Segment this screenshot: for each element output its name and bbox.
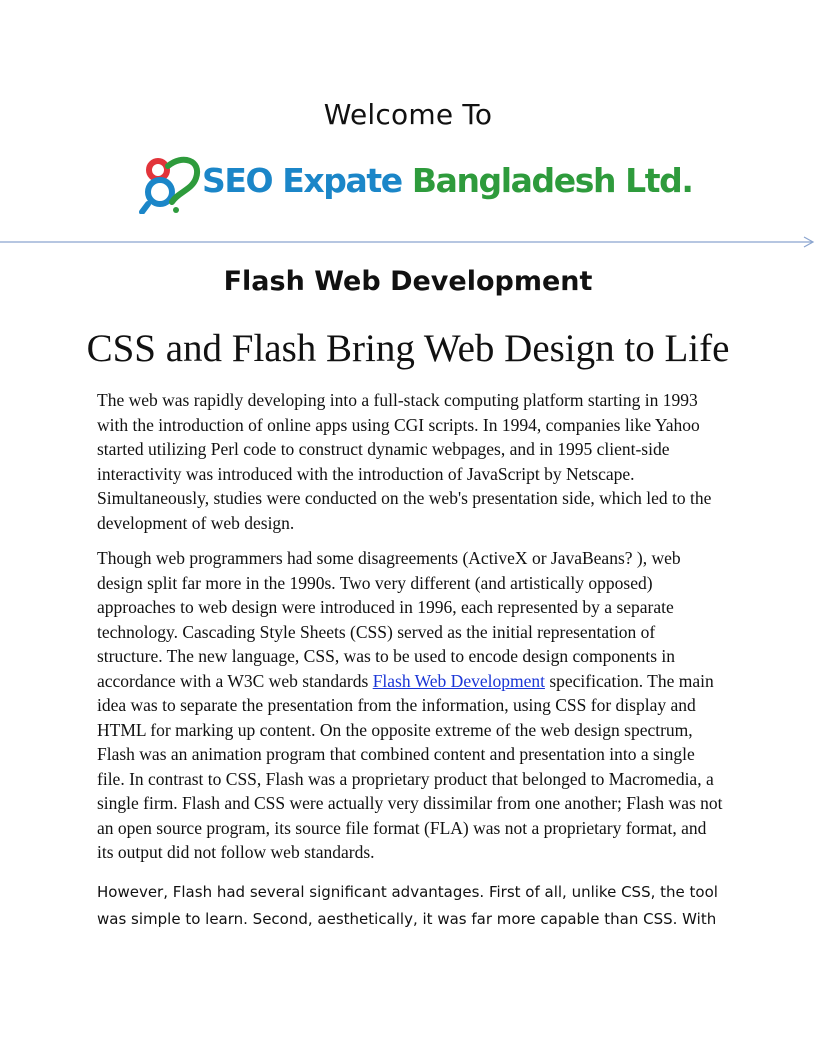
section-title: Flash Web Development (223, 266, 593, 297)
paragraph-1: The web was rapidly developing into a full-stack computing platform starting in 1993 with the introduction of online apps using CGI scripts. In 1994, companies like Yahoo started utilizing Perl code to construct dynamic webpages, and in 1995 client-side interactivity was introduced with the introduction of JavaScript by Netscape. Simultaneously, studies were conducted on the web's presentation side, which led to the development of web design. (97, 390, 712, 533)
logo-text-seo-expate: SEO Expate (202, 161, 402, 200)
logo-emblem-icon (138, 152, 208, 214)
horizontal-divider-arrow (0, 234, 816, 250)
article-body (97, 388, 723, 944)
paragraph-2 (97, 546, 723, 865)
company-logo (138, 152, 693, 214)
paragraph-2-text-before: Though web programmers had some disagreements (ActiveX or JavaBeans? ), web design split far more in the 1990s. Two very different (and artistically opposed) approaches to web design were introduced in 1996, each represented by a separate technology. Cascading Style Sheets (CSS) served as the initial representation of structure. The new language, CSS, was to be used to encode design components in accordance with a W3C web standards (97, 548, 681, 691)
welcome-heading: Welcome To (323, 98, 493, 131)
article-headline: CSS and Flash Bring Web Design to Life (86, 327, 730, 370)
logo-wordmark (202, 159, 693, 203)
logo-text-bangladesh: Bangladesh Ltd. (411, 161, 693, 200)
flash-web-development-link[interactable]: Flash Web Development (372, 670, 545, 691)
paragraph-3: However, Flash had several significant advantages. First of all, unlike CSS, the tool was simple to learn. Second, aesthetically, it was far more capable than CSS. With (97, 882, 718, 928)
paragraph-2-text-after: specification. The main idea was to separate the presentation from the information, using CSS for display and HTML for marking up content. On the opposite extreme of the web design spectrum, Flash was an animation program that combined content and presentation into a single file. In contrast to CSS, Flash was a proprietary product that belonged to Macromedia, a single firm. Flash and CSS were actually very dissimilar from one another; Flash was not an open source program, its source file format (FLA) was not a proprietary format, and its output did not follow web standards. (97, 670, 723, 862)
